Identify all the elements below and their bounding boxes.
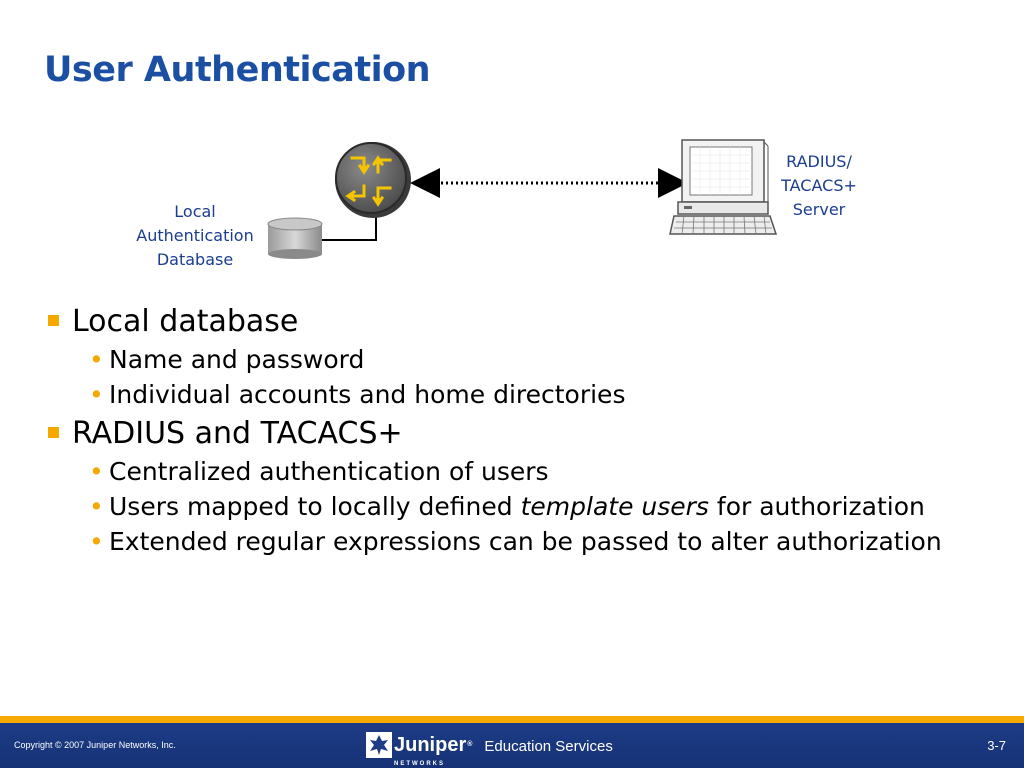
router-database-link [322,214,376,240]
page-number: 3-7 [987,738,1006,753]
database-label-line: Local [174,202,216,221]
emphasis-text: template users [520,492,709,521]
sub-bullet-item [48,378,948,412]
bullet-item [48,414,948,454]
authentication-diagram [0,0,1024,290]
dot-bullet-icon: • [89,345,104,374]
sub-bullet-text: Extended regular expressions can be passed to alter authorization [109,527,942,556]
dot-bullet-icon: • [89,527,104,556]
sub-bullet-item [48,343,948,377]
brand-subtitle: NETWORKS [394,761,445,767]
bullet-text: Local database [72,304,299,339]
server-label-line: TACACS+ [781,176,857,195]
sub-bullet-item [48,525,948,559]
dot-bullet-icon: • [89,492,104,521]
sub-bullet-text [109,492,925,521]
dot-bullet-icon: • [89,380,104,409]
database-label [118,200,272,272]
bullet-list [48,300,948,559]
slide-title: User Authentication [44,50,431,90]
bullet-text: RADIUS and TACACS+ [72,416,403,451]
dot-bullet-icon: • [89,457,104,486]
brand-tagline: Education Services [484,737,613,755]
brand-name [394,734,473,767]
database-icon [268,218,322,259]
sub-bullet-item [48,490,948,524]
sub-bullet-text-part: Users mapped to locally defined [109,492,521,521]
router-icon [335,142,411,218]
database-label-line: Authentication [136,226,254,245]
bullet-item [48,302,948,342]
square-bullet-icon [48,427,59,438]
server-label-line: RADIUS/ [786,152,852,171]
sub-bullet-text: Name and password [109,345,365,374]
brand-lockup [366,730,613,767]
square-bullet-icon [48,315,59,326]
copyright-text: Copyright © 2007 Juniper Networks, Inc. [14,740,176,750]
slide-footer [0,723,1024,768]
footer-accent-stripe [0,716,1024,723]
juniper-logo-icon [366,732,392,758]
sub-bullet-text: Centralized authentication of users [109,457,549,486]
sub-bullet-item [48,455,948,489]
server-label [760,150,878,222]
database-label-line: Database [156,250,234,269]
server-label-line: Server [792,200,846,219]
brand-name-text: Juniper [394,734,467,756]
sub-bullet-text: Individual accounts and home directories [109,380,626,409]
sub-bullet-text-part: for authorization [708,492,925,521]
registered-mark: ® [467,741,473,748]
